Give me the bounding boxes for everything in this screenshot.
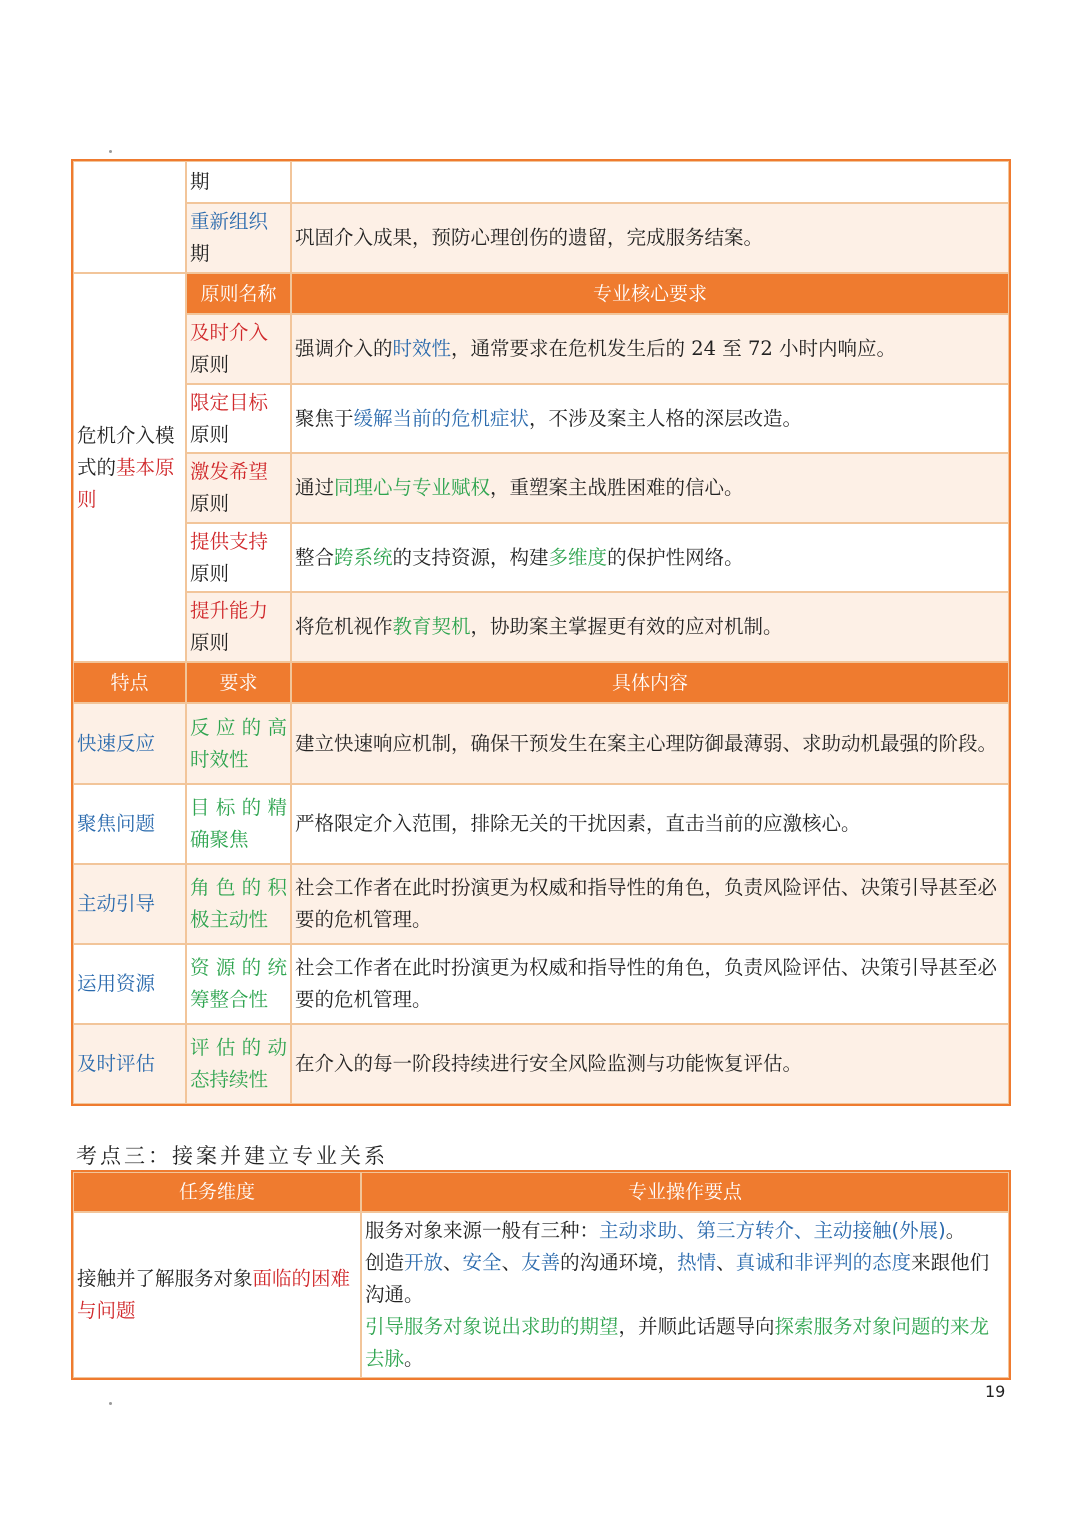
principle-row	[73, 453, 1009, 523]
principle-row	[73, 592, 1009, 662]
principle-req-header: 专业核心要求	[291, 273, 1009, 314]
principle-name-header: 原则名称	[186, 273, 291, 314]
feature-cell: 运用资源	[73, 944, 186, 1024]
principle-req-cell: 强调介入的时效性，通常要求在危机发生后的 24 至 72 小时内响应。	[291, 314, 1009, 384]
feature-content-cell: 严格限定介入范围，排除无关的干扰因素，直击当前的应激核心。	[291, 784, 1009, 864]
intake-table	[72, 1171, 1010, 1379]
feature-req-header: 要求	[186, 662, 291, 703]
task-point: 创造开放、安全、友善的沟通环境，热情、真诚和非评判的态度来跟他们沟通。	[365, 1251, 990, 1306]
feature-header: 特点	[73, 662, 186, 703]
feature-row	[73, 1024, 1009, 1104]
feature-req-cell: 目标的精 确聚焦	[186, 784, 291, 864]
feature-req-cell: 反应的高 时效性	[186, 703, 291, 784]
feature-row	[73, 944, 1009, 1024]
feature-row	[73, 864, 1009, 944]
principle-name-cell: 限定目标 原则	[186, 384, 291, 453]
section-heading: 考点三：接案并建立专业关系	[76, 1144, 388, 1168]
feature-cell: 及时评估	[73, 1024, 186, 1104]
scan-mark-top	[109, 150, 112, 153]
feature-req-cell: 角色的积 极主动性	[186, 864, 291, 944]
task-dimension-header: 任务维度	[73, 1172, 361, 1212]
principle-name-cell: 提供支持 原则	[186, 523, 291, 592]
task-point: 服务对象来源一般有三种：主动求助、第三方转介、主动接触(外展)。	[365, 1219, 966, 1242]
intake-header-row	[73, 1172, 1009, 1212]
feature-content-cell: 在介入的每一阶段持续进行安全风险监测与功能恢复评估。	[291, 1024, 1009, 1104]
principle-req-cell: 整合跨系统的支持资源，构建多维度的保护性网络。	[291, 523, 1009, 592]
feature-content-cell: 社会工作者在此时扮演更为权威和指导性的角色，负责风险评估、决策引导甚至必要的危机管理。	[291, 864, 1009, 944]
scan-mark-bottom	[109, 1402, 112, 1405]
phase-group-cell	[73, 161, 186, 273]
feature-req-cell: 资源的统 筹整合性	[186, 944, 291, 1024]
feature-row	[73, 703, 1009, 784]
feature-req-cell: 评估的动 态持续性	[186, 1024, 291, 1104]
feature-content-cell: 社会工作者在此时扮演更为权威和指导性的角色，负责风险评估、决策引导甚至必要的危机管理。	[291, 944, 1009, 1024]
phase-row	[73, 161, 1009, 203]
principle-req-cell: 将危机视作教育契机，协助案主掌握更有效的应对机制。	[291, 592, 1009, 662]
principle-name-cell: 提升能力 原则	[186, 592, 291, 662]
page-number: 19	[985, 1382, 1006, 1401]
phase-desc-cell	[291, 161, 1009, 203]
principle-req-cell: 通过同理心与专业赋权，重塑案主战胜困难的信心。	[291, 453, 1009, 523]
principle-req-cell: 聚焦于缓解当前的危机症状，不涉及案主人格的深层改造。	[291, 384, 1009, 453]
feature-row	[73, 784, 1009, 864]
features-header-row	[73, 662, 1009, 703]
intake-row	[73, 1212, 1009, 1378]
principle-row	[73, 523, 1009, 592]
feature-content-cell: 建立快速响应机制，确保干预发生在案主心理防御最薄弱、求助动机最强的阶段。	[291, 703, 1009, 784]
task-dimension-cell: 接触并了解服务对象面临的困难与问题	[73, 1212, 361, 1378]
feature-content-header: 具体内容	[291, 662, 1009, 703]
task-point: 引导服务对象说出求助的期望，并顺此话题导向探索服务对象问题的来龙去脉。	[365, 1315, 990, 1370]
phase-name-cell: 期	[186, 161, 291, 203]
feature-cell: 聚焦问题	[73, 784, 186, 864]
principles-label-cell: 危机介入模式的基本原则	[73, 273, 186, 662]
principle-row	[73, 384, 1009, 453]
crisis-intervention-table	[72, 160, 1010, 1105]
principle-name-cell: 激发希望 原则	[186, 453, 291, 523]
phase-name-cell: 重新组织 期	[186, 203, 291, 273]
principle-row	[73, 314, 1009, 384]
phase-row	[73, 203, 1009, 273]
feature-cell: 快速反应	[73, 703, 186, 784]
task-points-header: 专业操作要点	[361, 1172, 1009, 1212]
principles-header-row	[73, 273, 1009, 314]
principle-name-cell: 及时介入 原则	[186, 314, 291, 384]
phase-desc-cell: 巩固介入成果，预防心理创伤的遗留，完成服务结案。	[291, 203, 1009, 273]
feature-cell: 主动引导	[73, 864, 186, 944]
task-points-cell	[361, 1212, 1009, 1378]
